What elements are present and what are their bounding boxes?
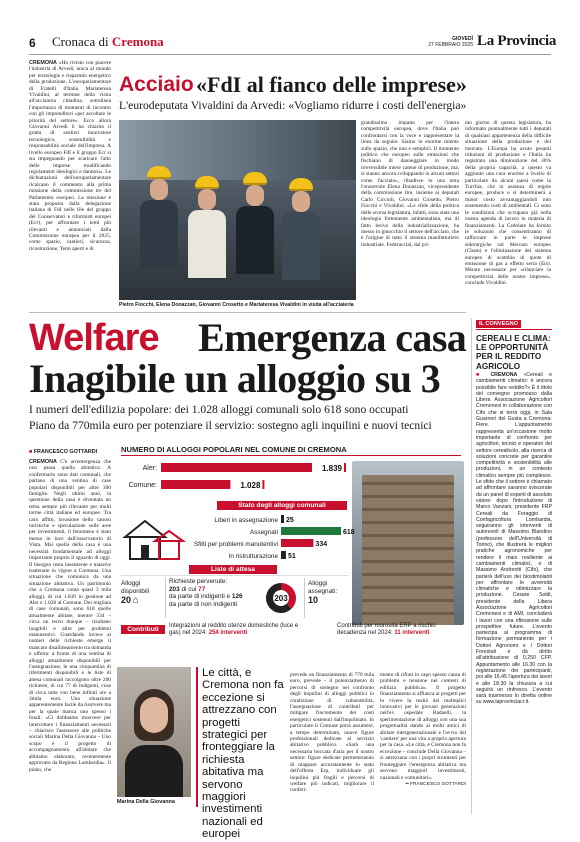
footer-right	[337, 623, 463, 637]
sidebar-marker: ■	[476, 372, 485, 378]
requests-indigent: 77	[198, 585, 206, 593]
photo-person-4	[289, 178, 320, 280]
acciaio-left-text	[29, 60, 111, 325]
footer-mid-value: 254 interventi	[208, 630, 248, 637]
building-facade	[362, 475, 454, 625]
welfare-deck-line1: I numeri dell'edilizia popolare: dei 1.028 alloggi comunali solo 618 sono occupati	[29, 403, 409, 416]
header-rule	[29, 54, 551, 55]
requests-total: 203	[169, 585, 180, 593]
available-label: Alloggi disponibili	[121, 580, 150, 595]
state-value-3: 51	[287, 553, 296, 560]
acciaio-right-text: mo giorno di questa legislatura, ha informato puntualmente tutti i deputati di qualsiasi appartenenza della difficile situazione della produzione e del mercato. L'Europa ha avuto pesanti riduzioni di produzione e l'Italia ha registrato una diminuzione del 30% della propria capacità, a questo va aggiunto una cura enorme a livello di particolare da alcuni paesi come la Turchia, che in assenza di regole europee, produce e si determinerà a minor costo avvantaggiandoli non sostenendo costi di ambientali. Ci sono le condizioni che occupano già nella nostra agenda di lavoro in materia di finanziamenti. La Cedolare ha fornito le soluzioni che consentiranno di rafforzare in parte le imprese siderurgiche sul Mercato europeo (Cbam) e l'eliminazione del sistema europeo di scambio di quote di emissione di gas a effetto serra (Ets). Misure necessarie per «rilanciare la competitività delle nostre imprese», conclude Vivaldini.	[465, 120, 551, 287]
sidebar-tag: IL CONVEGNO	[476, 320, 521, 328]
issue-day: GIOVEDÌ	[452, 36, 473, 42]
pull-quote-text: Le città, e Cremona non fa eccezione si attrezzano con progetti strategici per fronteggiare la richiesta abitativa ma servono maggiori investimenti nazionali ed europei	[202, 667, 284, 841]
section1-title: Stato degli alloggi comunali	[217, 501, 347, 510]
waiting-list-panel	[121, 575, 349, 619]
state-label-0: Liberi in assegnazione	[214, 517, 278, 524]
welfare-byline-name: FRANCESCO GOTTARDI	[33, 449, 98, 455]
available-value: 20	[121, 595, 132, 605]
infographic	[117, 445, 466, 657]
state-value-0: 25	[286, 517, 294, 524]
acciaio-photo	[119, 120, 356, 300]
requests-line3	[169, 593, 255, 601]
section-city: Cremona	[111, 34, 164, 49]
welfare-mid-text: prevede un finanziamento di 770 mila euro, prevede – il potenziamento di percorsi di sostegno nel confronto degli inquilini di alloggi pubblici in condizione di vulnerabilità, l'assegnazione di contributi per mitigare l'incremento dei costi energetici sostenuti dall'inquilinato. In particolare il Comune potrà assumere, a tempo determinato, nuove figure professionali dedicate al servizio abitativo pubblico. «Sarà una necessaria boccata d'aria per il nostro settore: figure dedicate permetteranno di mappare accuratamente lo stato dell'offerta Erp, individuare gli inquilini più fragili e percorsi di welfare più indicati, migliorare il conferi-	[290, 672, 374, 794]
welfare-deck-line2: Piano da 770mila euro per potenziare il servizio: sostegno agli inquilini e nuovi tecnici	[29, 419, 432, 432]
state-label-1: Assegnati	[249, 529, 278, 536]
acciaio-kicker: Acciaio	[119, 73, 194, 96]
sidebar-body	[476, 372, 552, 814]
house-icon	[121, 513, 183, 565]
welfare-dateline: CREMONA	[29, 459, 57, 465]
face-shape	[198, 189, 216, 210]
state-bar-2	[281, 539, 313, 547]
body-shape	[236, 206, 274, 274]
issue-date	[405, 36, 473, 48]
requests-of-which: di cui	[181, 585, 197, 593]
pull-quote	[196, 667, 284, 841]
infographic-title-rule	[121, 455, 461, 456]
requests-label: Richieste pervenute:	[169, 578, 228, 585]
body-shape	[188, 210, 226, 278]
state-bar-0	[281, 515, 284, 523]
welfare-right-body: mento di rifiuti in capo spesso causa di problemi e tensione nei contesti di edilizia pubblica». Il progetto finanziamento si affianca ai progetti per lo vivere la realtà dei molteplici innovativi per le giovani generazioni nell'ex ospedale Radaelli, la sperimentazione di alloggi con una sua progettualità dando ai molti amici di abitare intergenerazionale e l'avvio del 'cantiere' per una vita a propria apertura per la casa. «Le città, e Cremona non fa eccezione – conclude Della Giovanna – si attrezzano con i propri strumenti per fronteggiare l'emergenza abitativa ma servono maggiori investimenti, nazionali e comunitari».	[380, 672, 466, 781]
requests-other-label: da parte di non indigenti	[169, 600, 238, 608]
assigned-label: Alloggi assegnati:	[308, 580, 338, 595]
portrait-photo	[117, 667, 191, 797]
section2-title: Liste di attesa	[189, 565, 277, 574]
photo-person-3	[243, 172, 274, 274]
footer-right-value: 11 interventi	[394, 630, 430, 637]
requests-line2	[169, 586, 255, 594]
divider-line	[29, 312, 466, 313]
face-shape	[246, 185, 264, 206]
portrait-caption: Marina Della Giovanna	[117, 799, 175, 805]
state-label-2: Sfitti per problemi manutentivi	[193, 541, 278, 548]
signoff-name: FRANCESCO GOTTARDI	[410, 781, 466, 787]
donut-center-value: 203	[274, 594, 288, 603]
helmet-icon	[195, 176, 219, 189]
state-value-1: 618	[343, 529, 355, 536]
infographic-title: NUMERO DI ALLOGGI POPOLARI NEL COMUNE DI CREMONA	[121, 445, 347, 454]
assigned-block	[308, 580, 350, 605]
acciaio-photo-caption: Pietro Fiocchi, Elena Donazzan, Giovanni Crosetto e Mariateresa Vivaldini in visita all'acciaieria	[119, 302, 354, 308]
welfare-kicker: Welfare	[29, 317, 159, 359]
sidebar-title: CEREALI E CLIMA: LE OPPORTUNITÀ PER IL REDDITO AGRICOLO	[476, 334, 551, 371]
welfare-left-text	[29, 459, 111, 811]
footer-contributi-tag: Contributi	[121, 625, 165, 634]
face-shape	[292, 191, 310, 212]
footer-mid	[169, 623, 309, 637]
helmet-icon	[147, 166, 171, 179]
state-value-2: 334	[315, 541, 328, 548]
available-row	[121, 597, 163, 606]
acciaio-dateline: CREMONA	[29, 60, 57, 66]
bar-label-0: Aler:	[142, 465, 157, 472]
available-block	[121, 580, 163, 606]
welfare-title-line1: Emergenza casa	[198, 315, 467, 360]
bar-value-0: 1.839	[321, 464, 342, 473]
body-shape	[282, 212, 320, 280]
photo-person-2	[195, 176, 226, 278]
requests-other: 126	[231, 593, 243, 601]
state-bar-1	[281, 527, 341, 535]
welfare-title-line2: Inagibile un alloggio su 3	[29, 356, 441, 401]
key-icon: ⌂	[132, 595, 139, 606]
sidebar-dateline: CREMONA	[490, 372, 518, 378]
state-bar-chart	[177, 513, 355, 563]
sidebar	[471, 318, 551, 814]
welfare-right-text	[380, 672, 466, 812]
signoff-dashes: ••	[405, 781, 409, 787]
helmet-icon	[289, 178, 313, 191]
waiting-divider	[165, 578, 166, 618]
bar-label-1: Comune:	[128, 482, 157, 489]
welfare-left-body: C'è un'emergenza che non passa quella abitativa. A confermarlo sono dati comunali, che parlano di una ventina di case popolari disponibili per altre 300 famiglie. Negli ultimi anni, la questione della casa è diventata un tema sempre più rilevante per molti torme città italiane ed europee. Tra caro affitti, invasione dello canoni turistiche e speculazione sulle aree per investimenti, il fenomeno è stato messo in luce dall'osservatorio di Vista. Mai quella della casa è una necessità fondamentale ad alloggi importante proprio il sguardo di oggi. Il bisogno resta inesistente e massive trattenute in vigore a Cremona. Una situazione che comunica da una situazione abitativa. Un patrimonio che a Cremona conta quasi 3 mila alloggi, di cui 1.839 in gestione ad Aler e 1.028 al Comune. Dei migliaia di case comunali, sono 618 quelle attualmente abitate, mentre 334 – circa un terzo dunque – risultano inagibili e altre per problemi manutentivi. Guardando invece ai numeri delle richieste emerge il mancato disallineamento tra domanda e offerta: a fronte di una ventina di alloggi attualmente disponibili per l'assegnazione, le una cinquantina di riferimenti disponibili e le liste di attesa comunali raccolgono oltre 200 richieste, di cui 77 di indigenti, cose di circa tutte con bene infiniti ore a 3mila euro. Una situazione apparentemente facile da risolvere ma per la quale manca uno spesso i fondi: «Ci dobbiamo muovere per intercettare i finanziamenti necessari – chiarisce l'assessore alle politiche sociali Marina Della Giovanna – Uno scopo è il progetto di accompagnamento all'abitare che abbiamo elaborato, recentemente approvato da Regione Lombardia». Il piano, che	[29, 459, 112, 773]
building-illustration	[352, 461, 464, 625]
footer-mid-label: Integrazioni al reddito utenze domestiche (luce e gas) nel 2024:	[169, 623, 299, 637]
acciaio-title: «FdI al fianco delle imprese»	[196, 72, 467, 97]
welfare-byline	[29, 449, 97, 455]
sidebar-body-text: «Cereali e cambiamenti climatici: è ancora possibile fare reddito?» È il titolo del convegno promosso dalla Libera Associazione Agricoltori Cremonesi in collaborazione con Cifo che si terrà oggi, in Sala Guarneri del Gusta a Cremona-Fiere. L'appuntamento rappresenta un'occasione molto importante di confronto per agricoltori, tecnici e operatori del settore cerealicolo, alla ricerca di soluzioni concrete per garantire competitività e sostenibilità alle produzioni, in un contesto climatico sempre più complesso. Le sfide che il settore è chiamato ad affrontare saranno sviscerate da un panel di esperti di assoluto valore: dopo l'introduzione di Marco Vanzani, presidente FRP Cereali da Foraggio di Confagricoltura Lombardia, seguiranno gli interventi di autorevoli di Massimo Blandino (professore dell'Università di Torino), che illustrerà le migliori pratiche agronomiche per rendere il mais resiliente ai cambiamenti climatici, e di Massimo Andreotti (Cifo), che parlerà dell'uso dei biostimolanti per affrontare le avversità climatiche e ottimizzare la produzione. Cesare Soldi, presidente della Libera Associazione Agricoltori Cremonesi e di AMI, concluderà i lavori con una riflessione sulle prospettive future. L'evento partecipa al programma di formazione permanente per i Dottori Agronomi e i Dottori Forestali e dà diritto all'attribuzione di 0,250 CFP. Appuntamento alle 16.30 con la registrazione dei partecipanti, poi alle 16.45 l'apertura dei lavori e alle 18.30 la chiusura a cui seguirà un rinfresco. L'evento sarà trasmesso in diretta online su www.laprovinciacr.it.	[476, 372, 552, 706]
page-number: 6	[29, 36, 36, 50]
acciaio-subtitle: L'eurodeputata Vivaldini da Arvedi: «Vogliamo ridurre i costi dell'energia»	[119, 99, 467, 112]
section-title	[52, 34, 164, 50]
sidebar-tag-rule	[476, 329, 552, 330]
helmet-icon	[243, 172, 267, 185]
issue-date-value: 27 FEBBRAIO 2025	[428, 42, 473, 48]
photo-person-1	[147, 166, 178, 268]
requests-indigent-label: da parte di indigenti e	[169, 593, 231, 601]
byline-marker: ■	[29, 449, 33, 455]
portrait-body	[125, 745, 183, 797]
face-shape	[150, 179, 168, 200]
acciaio-left-body: «Ho rivisto con piacere l'industria di Arvedi, unica al mondo per tecnologie e risparmio energetico della produzione. L'europarlamentare di Fratelli d'Italia Mariateresa Vivaldini, al termine della visita all'acciaieria cittadina, sottolinea l'importanza di momenti di incontro con gli imprenditori «per ascoltare le priorità del settore». Ecco allora Giovanni Arvedi li ha chiarito il gratta di sentirsi innovatore tecnologico, sostenibilità e responsabilità sociale dell'impresa. A livello europeo FdI e il gruppo Ecr si sta impegnando per scaricare l'alto delle imprese modificando regolamenti ideologici e dannosi». Le dichiarazioni dell'europarlamentare ricalcano il commento alla prima missione della commissione tre del Parlamento europeo. La missione è stata proposta dalla delegazione italiana di FdI nelle file del gruppo dei Conservatori e riformisti europei (Ecr), per affrontare i temi più rilevanti e annunciati dalla Commissione europea per il 2025, come spazio, cantieri, sicurezza, ricostruzione, Temi aperti e di	[29, 60, 111, 252]
aler-comune-bar-chart	[117, 459, 352, 495]
section-label: Cronaca di	[52, 34, 109, 49]
footer-right-label: Contributi per morosità ERP a rischio decadenza nel 2024:	[337, 623, 436, 637]
waiting-divider-2	[304, 578, 305, 618]
masthead: La Provincia	[477, 33, 557, 49]
assigned-value: 10	[308, 595, 319, 605]
state-label-3: In ristrutturazione	[228, 553, 278, 560]
state-bar-3	[281, 551, 286, 559]
houses-icon	[121, 513, 183, 565]
requests-block	[169, 578, 255, 608]
portrait-face	[140, 697, 168, 733]
requests-donut-chart	[263, 580, 299, 616]
bar-value-1: 1.028	[240, 481, 261, 490]
acciaio-mid-text: grandissimo impatto per l'intera competitività europea, dove l'Italia può confrontarsi con la voce e rappresentare la linea da seguire. Siamo in enorme miento sullo spazio, che non e semplici. Il momento politico che europeo sulle emissioni che fischiano di danneggiare in modo irreversibile intere catene di produzione, ma, si stanno ancora sviluppando in alcuni settori come l'acciaio», ribadisce in una nota l'onorevole Elena Donazzan, vicepresidente della commissione Itre, insieme ai deputati Carlo Ciccioli, Giovanni Crosetto, Pietro Fiocchi e Vivaldini. «Le sfide della politica delle scorsa legislatura, infatti, sono state una ideologia fortemente ambientalista, ma di fatto lesiva della industrializzazione, ha messo in ginocchio il settore dell'acciaio, che è l'origine di tutto il sistema manifatturiero industriale. Federacciai, dal pri-	[361, 120, 459, 248]
welfare-signoff	[380, 782, 466, 788]
body-shape	[140, 200, 178, 268]
